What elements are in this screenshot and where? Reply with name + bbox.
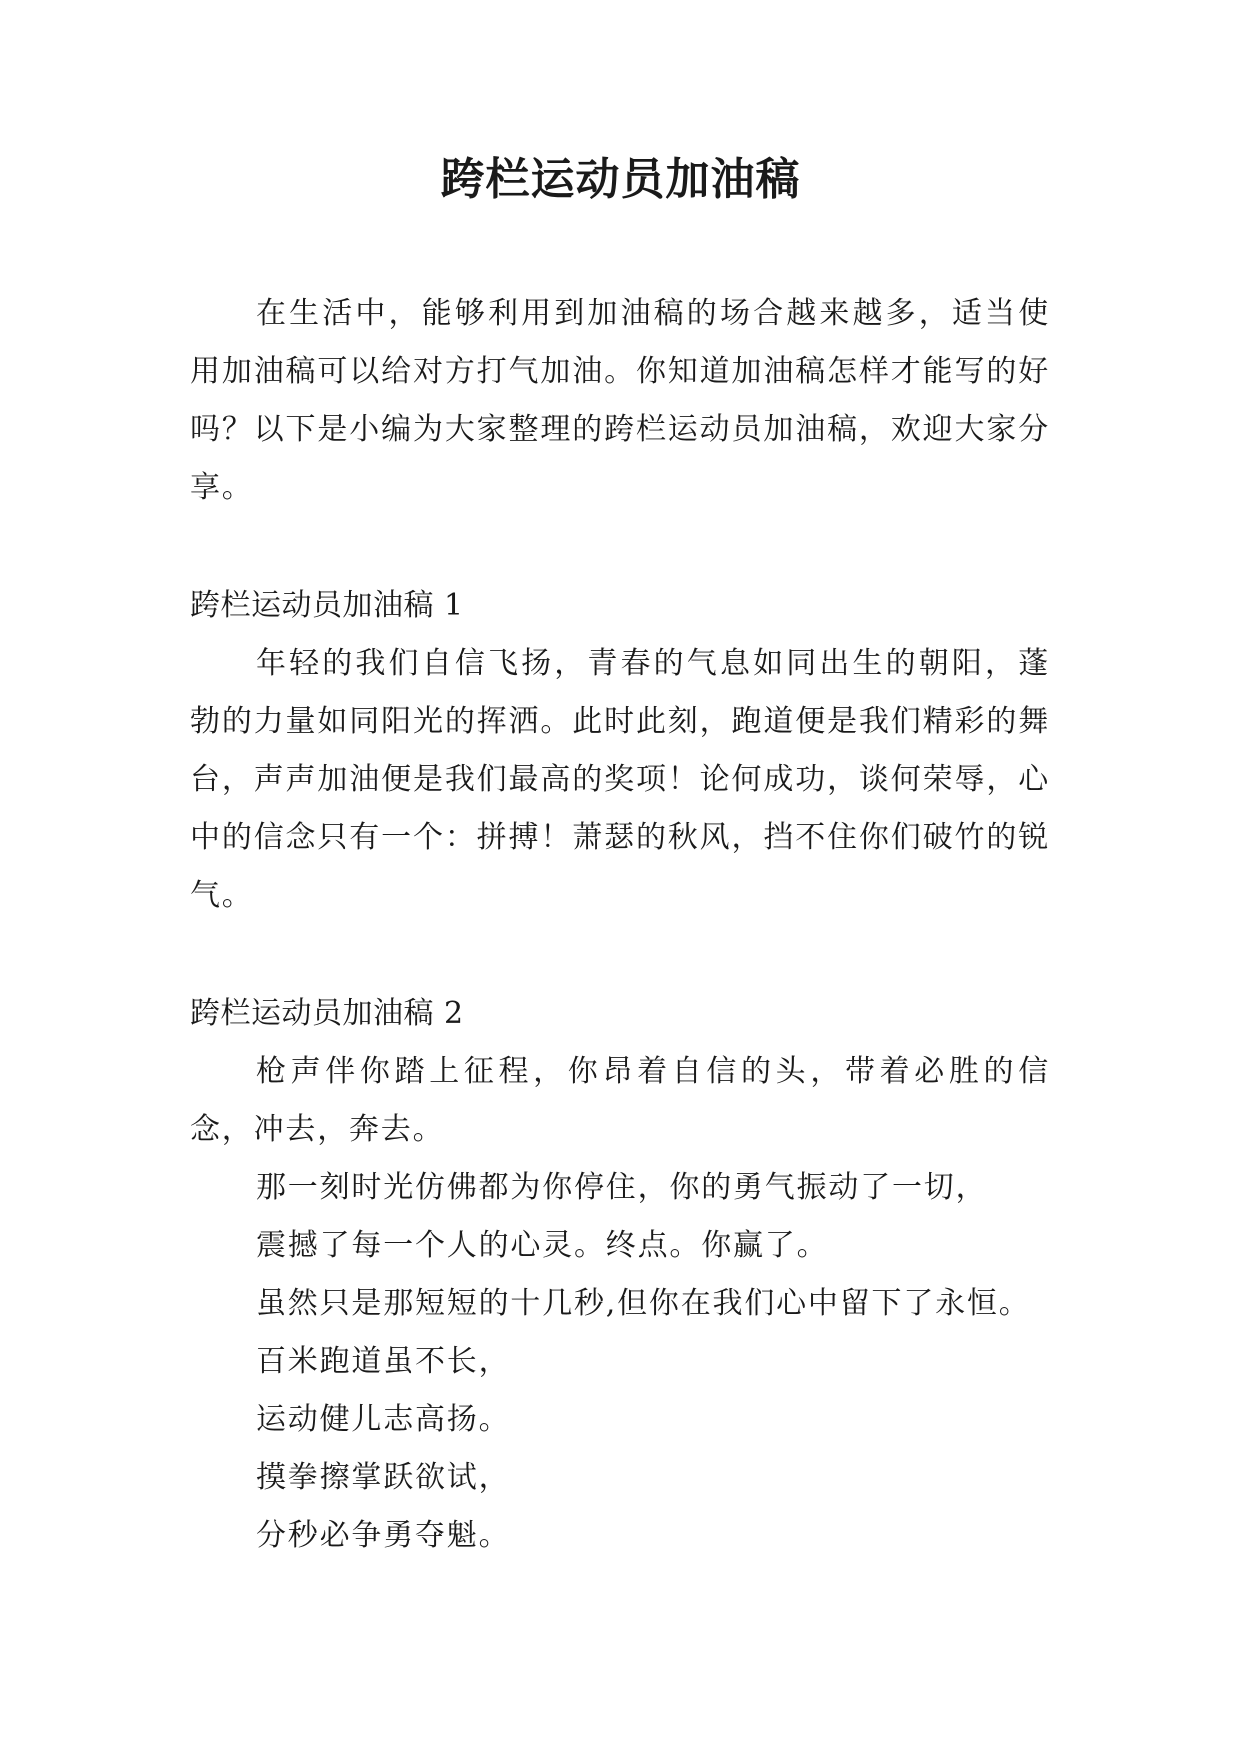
section-paragraph-1: 年轻的我们自信飞扬，青春的气息如同出生的朝阳，蓬勃的力量如同阳光的挥洒。此时此刻，跑道便是我们精彩的舞台，声声加油便是我们最高的奖项！论何成功，谈何荣辱，心中的信念只有一个：拼搏！萧瑟的秋风，挡不住你们破竹的锐气。: [190, 646, 1050, 913]
document-body: [190, 285, 1050, 1565]
poem-line: 分秒必争勇夺魁。: [256, 1518, 511, 1553]
poem-line: 震撼了每一个人的心灵。终点。你赢了。: [256, 1228, 829, 1263]
section-heading-2: 跨栏运动员加油稿 2: [190, 996, 464, 1031]
poem-line: 虽然只是那短短的十几秒,但你在我们心中留下了永恒。: [256, 1286, 1031, 1321]
poem-line: 百米跑道虽不长，: [256, 1344, 511, 1379]
poem-line: 摸拳擦掌跃欲试，: [256, 1460, 511, 1495]
poem-line: 那一刻时光仿佛都为你停住，你的勇气振动了一切，: [256, 1170, 988, 1205]
document-title: 跨栏运动员加油稿: [440, 154, 801, 205]
intro-paragraph: 在生活中，能够利用到加油稿的场合越来越多，适当使用加油稿可以给对方打气加油。你知道加油稿怎样才能写的好吗？以下是小编为大家整理的跨栏运动员加油稿，欢迎大家分享。: [190, 296, 1050, 505]
section-heading-1: 跨栏运动员加油稿 1: [190, 588, 464, 623]
poem-line: 运动健儿志高扬。: [256, 1402, 511, 1437]
section-paragraph-2: 枪声伴你踏上征程，你昂着自信的头，带着必胜的信念，冲去，奔去。: [190, 1054, 1050, 1147]
